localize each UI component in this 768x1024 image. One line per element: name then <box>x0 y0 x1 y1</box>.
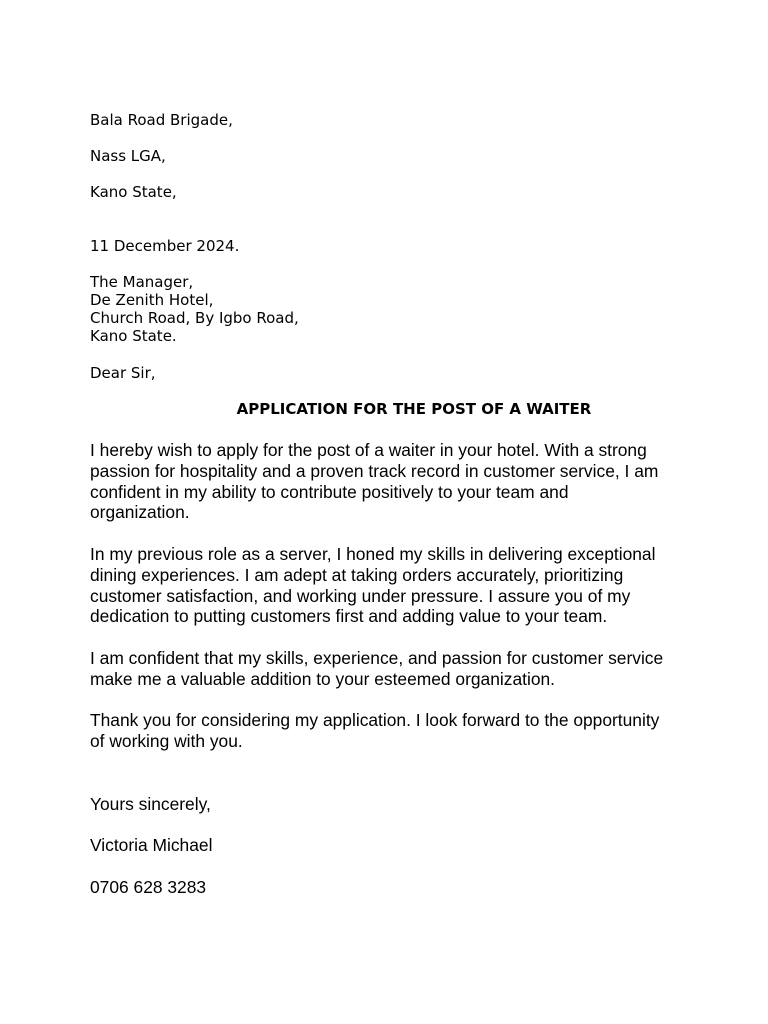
letter-date: 11 December 2024. <box>90 237 240 255</box>
paragraph-line: dedication to putting customers first and adding value to your team. <box>90 606 608 627</box>
paragraph-line: I hereby wish to apply for the post of a waiter in your hotel. With a strong <box>90 440 647 460</box>
paragraph-line: customer satisfaction, and working under pressure. I assure you of my <box>90 585 631 606</box>
paragraph-line: confident in my ability to contribute positively to your team and <box>90 481 569 502</box>
body-paragraph-3 <box>90 648 680 690</box>
paragraph-line: of working with you. <box>90 730 243 751</box>
paragraph-line: I am confident that my skills, experience, and passion for customer service <box>90 648 664 668</box>
recipient-line-3: Church Road, By Igbo Road, <box>90 309 299 327</box>
sender-address-line-1: Bala Road Brigade, <box>90 111 233 129</box>
phone-number: 0706 628 3283 <box>90 877 207 897</box>
recipient-line-2: De Zenith Hotel, <box>90 291 214 309</box>
body-paragraph-2 <box>90 544 680 627</box>
paragraph-line: passion for hospitality and a proven track record in customer service, I am <box>90 460 659 481</box>
letter-subject: APPLICATION FOR THE POST OF A WAITER <box>236 400 592 418</box>
sender-address-line-2: Nass LGA, <box>90 147 166 165</box>
salutation: Dear Sir, <box>90 364 156 382</box>
paragraph-line: In my previous role as a server, I honed my skills in delivering exceptional <box>90 544 656 564</box>
body-paragraph-4 <box>90 710 680 752</box>
paragraph-line: Thank you for considering my application. I look forward to the opportunity <box>90 710 660 730</box>
paragraph-line: organization. <box>90 502 190 523</box>
sender-address-line-3: Kano State, <box>90 183 177 201</box>
body-paragraph-1 <box>90 440 680 523</box>
paragraph-line: dining experiences. I am adept at taking orders accurately, prioritizing <box>90 564 624 585</box>
recipient-line-1: The Manager, <box>90 273 194 291</box>
closing: Yours sincerely, <box>90 794 211 814</box>
signature-name: Victoria Michael <box>90 835 213 855</box>
paragraph-line: make me a valuable addition to your esteemed organization. <box>90 668 555 689</box>
recipient-line-4: Kano State. <box>90 327 177 345</box>
